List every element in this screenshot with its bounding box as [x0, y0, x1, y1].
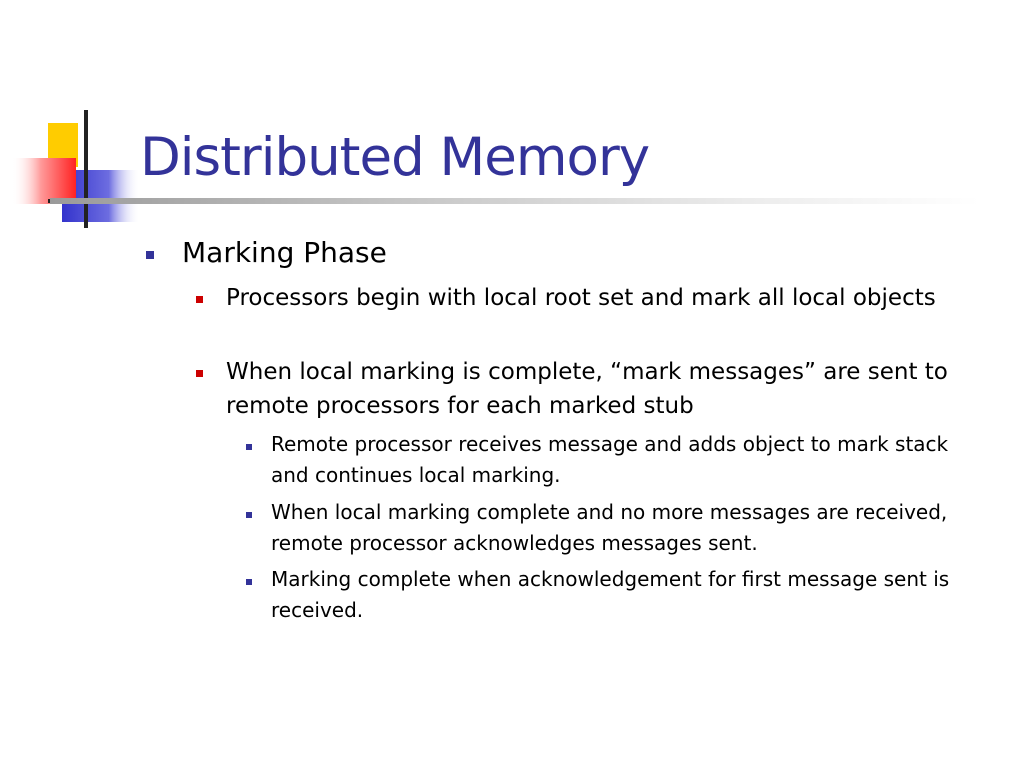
- bullet-text: When local marking complete and no more messages are received, remote processor acknowledges messages sent.: [271, 500, 948, 555]
- square-bullet-icon: [196, 296, 203, 303]
- square-bullet-icon: [246, 444, 252, 450]
- square-bullet-icon: [146, 251, 154, 259]
- bullet-level1-item: [182, 235, 982, 271]
- square-bullet-icon: [196, 370, 203, 377]
- decorative-logo: [0, 0, 150, 240]
- bullet-text: When local marking is complete, “mark messages” are sent to remote processors for each marked stub: [226, 359, 948, 419]
- bullet-text: Remote processor receives message and adds object to mark stack and continues local marking.: [271, 432, 949, 487]
- bullet-text: Marking Phase: [182, 236, 387, 269]
- square-bullet-icon: [246, 512, 252, 518]
- square-bullet-icon: [246, 579, 252, 585]
- bullet-level3-item: [271, 497, 981, 559]
- title-divider: [50, 198, 980, 204]
- bullet-text: Processors begin with local root set and mark all local objects: [226, 285, 936, 311]
- bullet-level3-item: [271, 564, 981, 626]
- bullet-level2-item: [226, 355, 986, 423]
- bullet-level3-item: [271, 429, 981, 491]
- bullet-text: Marking complete when acknowledgement for first message sent is received.: [271, 567, 950, 622]
- slide-title: Distributed Memory: [140, 127, 650, 188]
- bullet-level2-item: [226, 281, 986, 315]
